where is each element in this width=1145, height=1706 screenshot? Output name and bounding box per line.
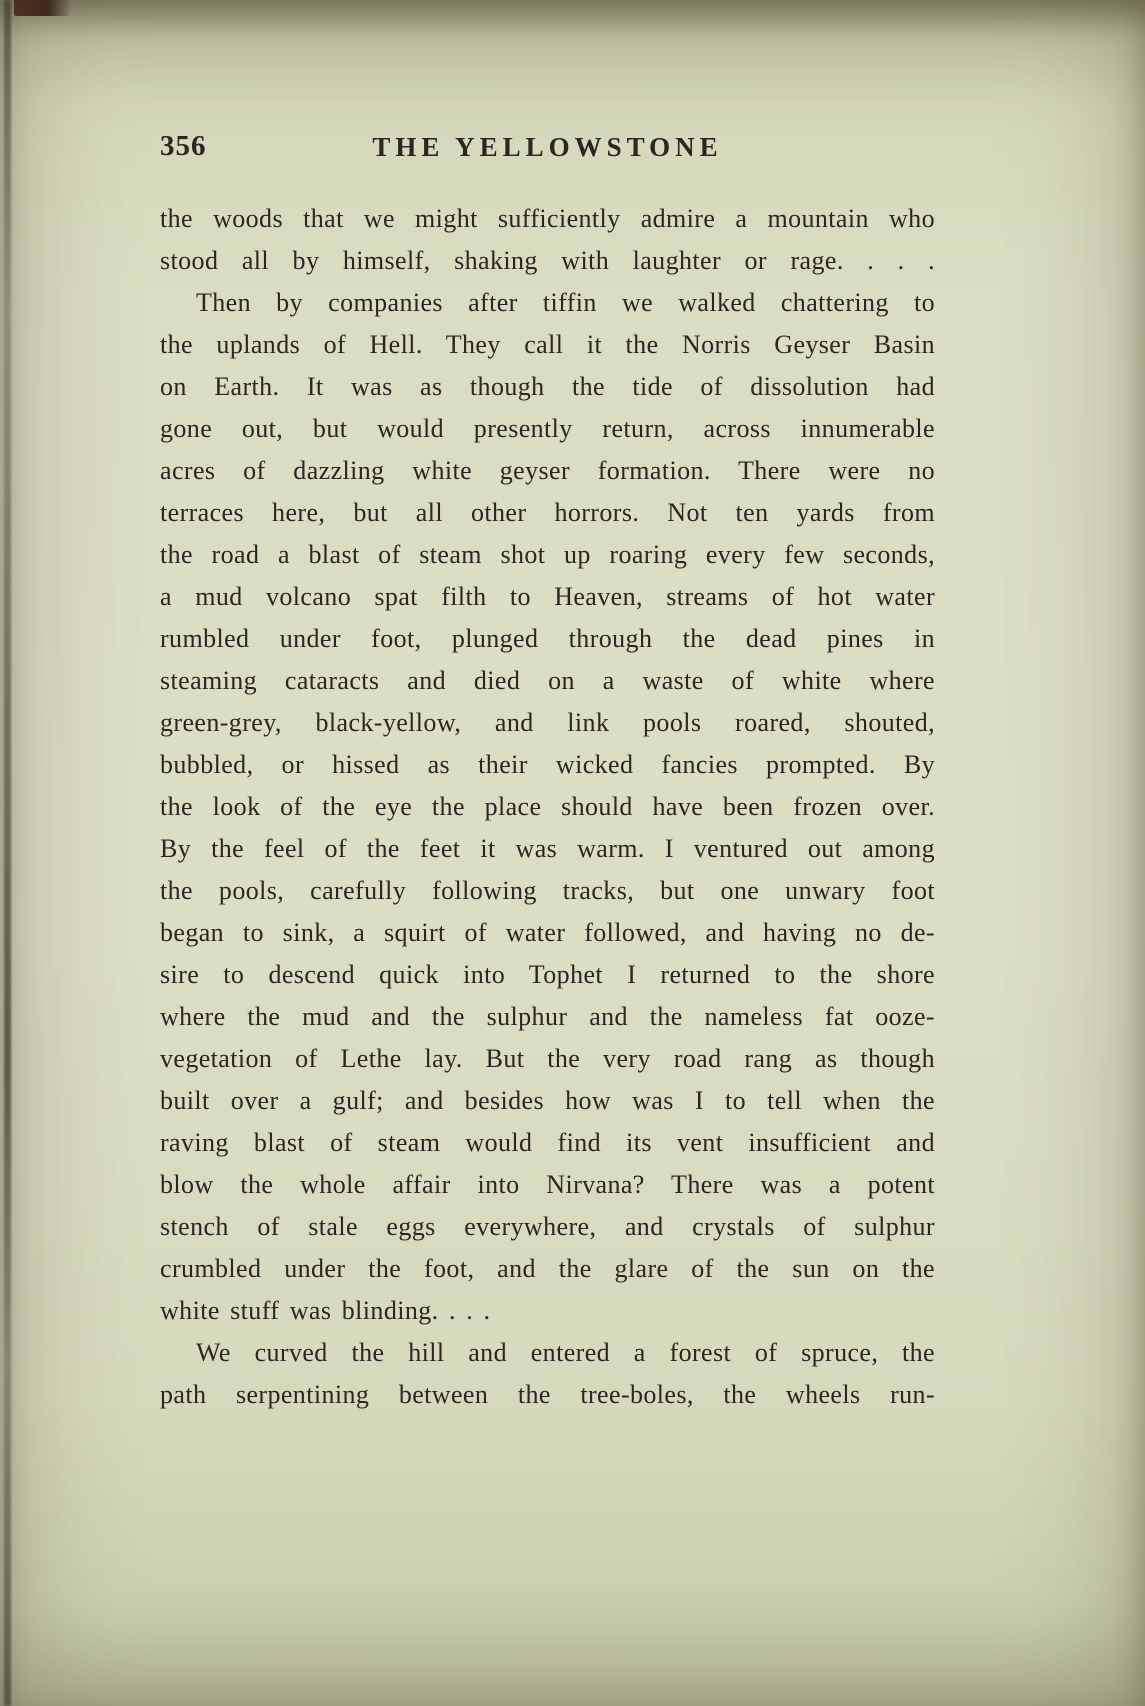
- text-line: We curved the hill and entered a forest of spruce, the: [196, 1338, 935, 1367]
- text-line: vegetation of Lethe lay. But the very road rang as though: [160, 1044, 935, 1073]
- text-line: terraces here, but all other horrors. Not ten yards from: [160, 498, 935, 527]
- running-title: THE YELLOWSTONE: [372, 132, 723, 162]
- paragraph: [160, 282, 935, 1332]
- text-line: began to sink, a squirt of water followed, and having no de-: [160, 918, 935, 947]
- text-line: raving blast of steam would find its vent insufficient and: [160, 1128, 935, 1157]
- text-block: [160, 198, 935, 1416]
- text-line: stench of stale eggs everywhere, and crystals of sulphur: [160, 1212, 935, 1241]
- paragraph: [160, 1332, 935, 1416]
- text-line: sire to descend quick into Tophet I returned to the shore: [160, 960, 935, 989]
- text-line: stood all by himself, shaking with laughter or rage. . . .: [160, 246, 935, 275]
- page-header: [160, 126, 935, 172]
- text-line: blow the whole affair into Nirvana? There was a potent: [160, 1170, 935, 1199]
- text-line: gone out, but would presently return, across innumerable: [160, 414, 935, 443]
- text-line: path serpentining between the tree-boles, the wheels run-: [160, 1380, 935, 1409]
- text-line: the woods that we might sufficiently admire a mountain who: [160, 204, 935, 233]
- page-content: [160, 126, 935, 1416]
- text-line: on Earth. It was as though the tide of dissolution had: [160, 372, 935, 401]
- text-line: built over a gulf; and besides how was I to tell when the: [160, 1086, 935, 1115]
- page-number: 356: [160, 130, 207, 162]
- text-line: Then by companies after tiffin we walked chattering to: [196, 288, 935, 317]
- text-line: the uplands of Hell. They call it the Norris Geyser Basin: [160, 330, 935, 359]
- text-line: crumbled under the foot, and the glare of the sun on the: [160, 1254, 935, 1283]
- text-line: green-grey, black-yellow, and link pools roared, shouted,: [160, 708, 935, 737]
- text-line: acres of dazzling white geyser formation. There were no: [160, 456, 935, 485]
- text-line: where the mud and the sulphur and the nameless fat ooze-: [160, 1002, 935, 1031]
- text-line: white stuff was blinding. . . .: [160, 1296, 491, 1325]
- text-line: By the feel of the feet it was warm. I ventured out among: [160, 834, 935, 863]
- text-line: steaming cataracts and died on a waste of white where: [160, 666, 935, 695]
- text-line: the pools, carefully following tracks, but one unwary foot: [160, 876, 935, 905]
- text-line: a mud volcano spat filth to Heaven, streams of hot water: [160, 582, 935, 611]
- text-line: bubbled, or hissed as their wicked fancies prompted. By: [160, 750, 935, 779]
- scan-crease-left: [4, 0, 11, 1706]
- text-line: rumbled under foot, plunged through the dead pines in: [160, 624, 935, 653]
- text-line: the look of the eye the place should have been frozen over.: [160, 792, 935, 821]
- paragraph: [160, 198, 935, 282]
- scan-corner-mark: [14, 0, 72, 16]
- text-line: the road a blast of steam shot up roaring every few seconds,: [160, 540, 935, 569]
